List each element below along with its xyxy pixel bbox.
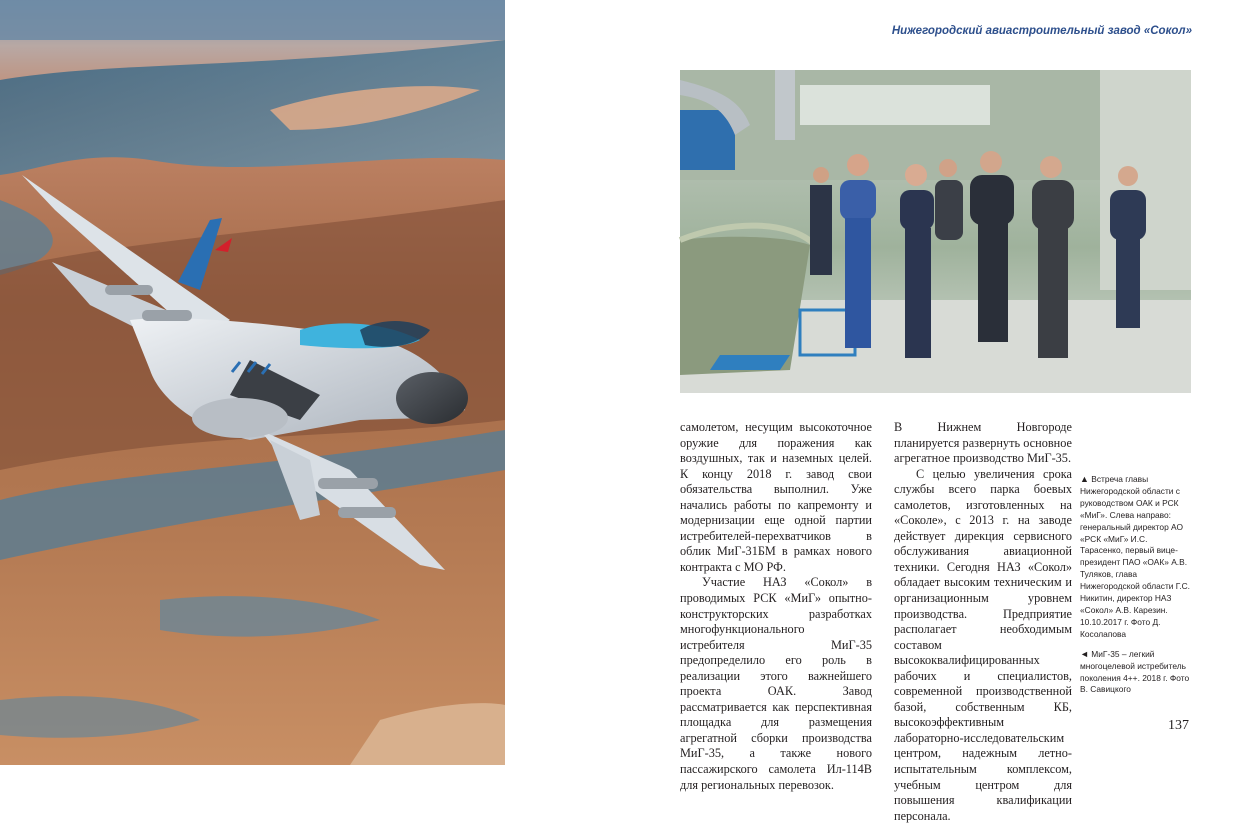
caption-text: Встреча главы Нижегородской области с руководством ОАК и РСК «МиГ». Слева направо: генеральный директор АО «РСК «МиГ» И.С. Тарасенко, первый вице-президент ПАО «ОАК» А.В. Туляков, глава Нижегородской области Г.С. Никитин, директор НАЗ «Сокол» А.В. Карезин. 10.10.2017 г. Фото Д. Косолапова bbox=[1080, 474, 1191, 639]
photo-captions bbox=[1080, 474, 1192, 704]
text-column-right bbox=[894, 420, 1072, 824]
paragraph: В Нижнем Новгороде планируется развернуть основное агрегатное производство МиГ-35. bbox=[894, 420, 1072, 466]
text-column-left bbox=[680, 420, 872, 793]
paragraph: самолетом, несущим высокоточное оружие для поражения как воздушных, так и наземных целей. К концу 2018 г. завод свои обязательства выполнил. Уже начались работы по капремонту и модернизации еще одной партии истребителей-перехватчиков в облик МиГ-31БМ в рамках нового контракта с МО РФ. bbox=[680, 420, 872, 574]
caption-text: МиГ-35 – легкий многоцелевой истребитель поколения 4++. 2018 г. Фото В. Савицкого bbox=[1080, 648, 1190, 695]
factory-visit-image bbox=[680, 70, 1191, 393]
up-arrow-icon: ▲ bbox=[1080, 474, 1089, 484]
paragraph: С целью увеличения срока службы всего парка боевых самолетов, изготовленных на «Соколе», с 2013 г. на заводе действует дирекция сервисного обслуживания авиационной техники. Сегодня НАЗ «Сокол» обладает высоким техническим и организационным уровнем производства. Предприятие располагает необходимым составом высококвалифицированных рабочих и специалистов, современной производственной базой, собственным КБ, высокоэффективным лабораторно-исследовательским центром, надежным летно-испытательным комплексом, учебным центром для повышения квалификации персонала. bbox=[894, 466, 1072, 823]
right-page bbox=[505, 0, 1247, 823]
jet-photo bbox=[0, 0, 505, 765]
running-head: Нижегородский авиастроительный завод «Сокол» bbox=[891, 25, 1192, 37]
page-number: 137 bbox=[1168, 718, 1189, 733]
left-arrow-icon: ◄ bbox=[1080, 648, 1089, 659]
factory-visit-photo bbox=[680, 70, 1191, 393]
mig35-over-river-image bbox=[0, 0, 505, 765]
caption-top-photo bbox=[1080, 474, 1192, 641]
paragraph: Участие НАЗ «Сокол» в проводимых РСК «МиГ» опытно-конструкторских разработках многофункционального истребителя МиГ-35 предопределило его роль в реализации этого важнейшего проекта ОАК. Завод рассматривается как перспективная площадка для размещения агрегатной сборки производства МиГ-35, а также нового пассажирского самолета Ил-114В для региональных перевозок. bbox=[680, 575, 872, 792]
caption-left-photo bbox=[1080, 649, 1192, 697]
